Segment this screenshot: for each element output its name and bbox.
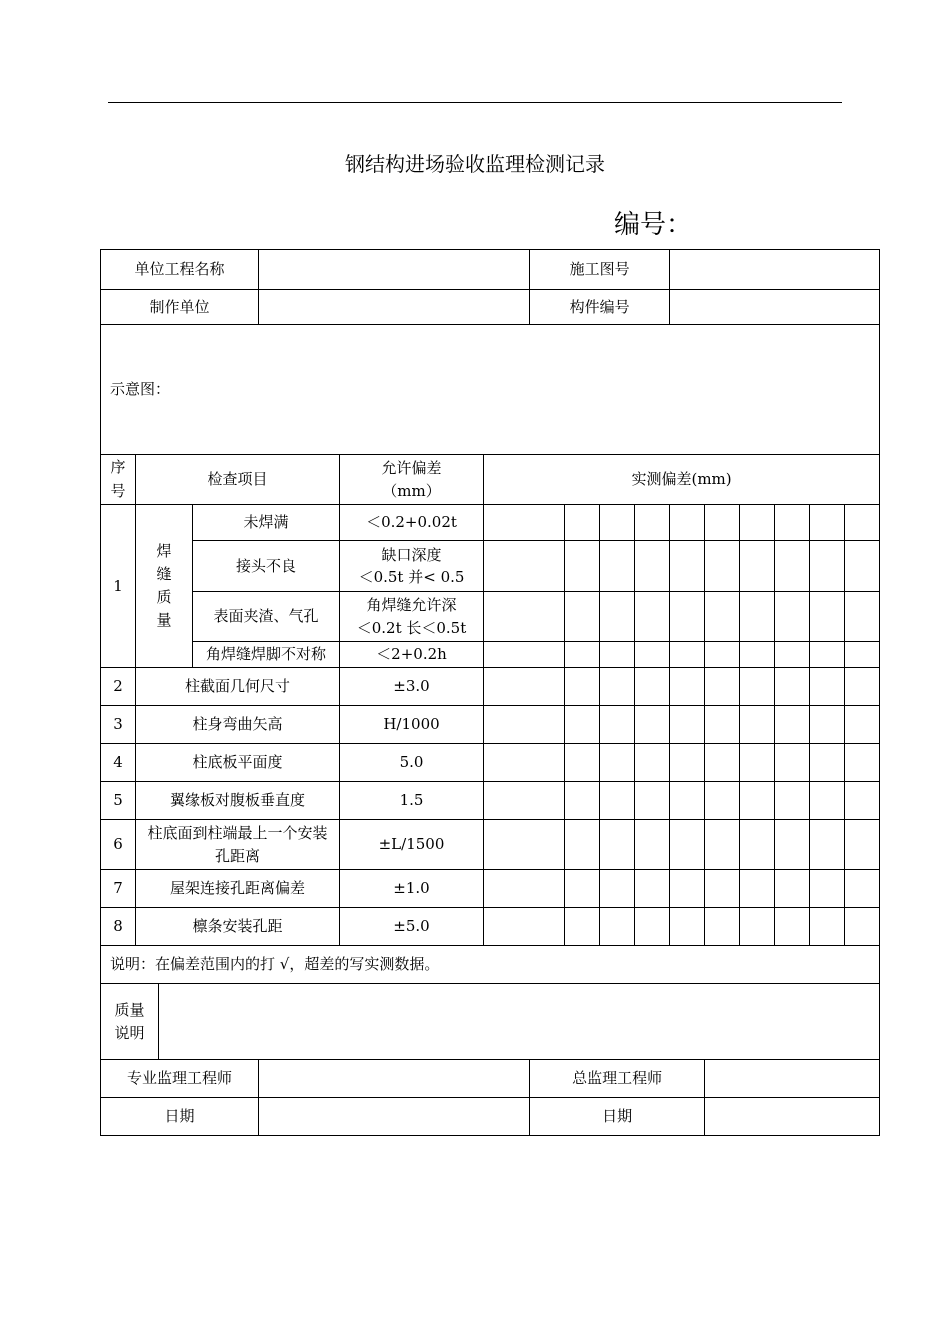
document-number-label: 编号： <box>614 210 693 240</box>
measure-cell[interactable] <box>775 505 810 541</box>
row-tolerance: ±1.0 <box>340 870 484 908</box>
signature-row <box>101 1060 880 1098</box>
measure-cell[interactable] <box>775 706 810 744</box>
row-item: 翼缘板对腹板垂直度 <box>136 782 340 820</box>
measure-cell[interactable] <box>705 505 740 541</box>
row-item: 柱底板平面度 <box>136 744 340 782</box>
measure-cell[interactable] <box>705 541 740 592</box>
measure-cell[interactable] <box>635 744 670 782</box>
measure-cell[interactable] <box>600 642 635 668</box>
measure-cell[interactable] <box>635 706 670 744</box>
measure-cell[interactable] <box>484 782 565 820</box>
measure-cell[interactable] <box>740 820 775 870</box>
seq-header-text: 序号 <box>110 458 126 500</box>
measure-cell[interactable] <box>670 908 705 946</box>
measure-cell[interactable] <box>845 744 880 782</box>
date-label: 日期 <box>530 1098 705 1136</box>
measure-cell[interactable] <box>670 782 705 820</box>
measure-cell[interactable] <box>775 870 810 908</box>
weld-seq: 1 <box>101 505 136 668</box>
row-tolerance: ±3.0 <box>340 668 484 706</box>
measure-cell[interactable] <box>565 782 600 820</box>
weld-item-name: 接头不良 <box>193 541 340 592</box>
measure-cell[interactable] <box>565 505 600 541</box>
measure-cell[interactable] <box>705 782 740 820</box>
row-seq: 6 <box>101 820 136 870</box>
measure-cell[interactable] <box>670 541 705 592</box>
row-seq: 8 <box>101 908 136 946</box>
quality-field[interactable] <box>159 984 880 1060</box>
measure-cell[interactable] <box>484 870 565 908</box>
measure-cell[interactable] <box>775 541 810 592</box>
measure-cell[interactable] <box>670 642 705 668</box>
row-item: 柱底面到柱端最上一个安装孔距离 <box>136 820 340 870</box>
measure-cell[interactable] <box>484 820 565 870</box>
measure-cell[interactable] <box>565 668 600 706</box>
quality-label-text: 质量说明 <box>114 1001 145 1042</box>
row-tolerance: ±5.0 <box>340 908 484 946</box>
measure-cell[interactable] <box>670 870 705 908</box>
weld-row <box>101 642 880 668</box>
measure-cell[interactable] <box>845 782 880 820</box>
measure-cell[interactable] <box>775 908 810 946</box>
row-tolerance: ±L/1500 <box>340 820 484 870</box>
measure-cell[interactable] <box>705 908 740 946</box>
weld-group-label <box>136 505 193 668</box>
inspection-row <box>101 706 880 744</box>
measure-cell[interactable] <box>635 668 670 706</box>
measure-cell[interactable] <box>810 505 845 541</box>
drawing-no-field[interactable] <box>670 250 880 290</box>
measure-cell[interactable] <box>600 870 635 908</box>
row-seq: 4 <box>101 744 136 782</box>
measure-cell[interactable] <box>845 706 880 744</box>
measure-cell[interactable] <box>565 642 600 668</box>
inspection-row <box>101 782 880 820</box>
quality-label <box>101 984 159 1060</box>
measure-cell[interactable] <box>635 782 670 820</box>
drawing-no-label: 施工图号 <box>530 250 670 290</box>
measured-header: 实测偏差(mm) <box>484 455 880 505</box>
inspection-table <box>100 249 880 1136</box>
measure-cell[interactable] <box>705 668 740 706</box>
measure-cell[interactable] <box>565 908 600 946</box>
sketch-area[interactable] <box>101 325 880 455</box>
row-seq: 7 <box>101 870 136 908</box>
chief-date-field[interactable] <box>705 1098 880 1136</box>
measure-cell[interactable] <box>635 820 670 870</box>
weld-tolerance-line2: ＜0.5t 并< 0.5 <box>358 568 465 586</box>
row-seq: 3 <box>101 706 136 744</box>
unit-project-field[interactable] <box>259 250 530 290</box>
seq-header <box>101 455 136 505</box>
measure-cell[interactable] <box>670 820 705 870</box>
measure-cell[interactable] <box>484 541 565 592</box>
measure-cell[interactable] <box>810 820 845 870</box>
inspection-row <box>101 870 880 908</box>
measure-cell[interactable] <box>635 541 670 592</box>
weld-tolerance-line1: 角焊缝允许深 <box>366 596 457 614</box>
maker-row <box>101 290 880 325</box>
note-text: 说明：在偏差范围内的打 √，超差的写实测数据。 <box>101 946 880 984</box>
note-row <box>101 946 880 984</box>
row-tolerance: H/1000 <box>340 706 484 744</box>
measure-cell[interactable] <box>484 505 565 541</box>
chief-label: 总监理工程师 <box>530 1060 705 1098</box>
measure-cell[interactable] <box>635 505 670 541</box>
measure-cell[interactable] <box>484 706 565 744</box>
weld-row <box>101 505 880 541</box>
measure-cell[interactable] <box>740 870 775 908</box>
measure-cell[interactable] <box>635 908 670 946</box>
measure-cell[interactable] <box>775 820 810 870</box>
measure-cell[interactable] <box>600 541 635 592</box>
sketch-row <box>101 325 880 455</box>
measure-cell[interactable] <box>705 642 740 668</box>
weld-item-tolerance <box>340 505 484 541</box>
measure-cell[interactable] <box>705 820 740 870</box>
measure-cell[interactable] <box>484 908 565 946</box>
measure-cell[interactable] <box>600 706 635 744</box>
measure-cell[interactable] <box>705 706 740 744</box>
measure-cell[interactable] <box>565 592 600 642</box>
tolerance-header-line1: 允许偏差 <box>381 459 442 477</box>
quality-row <box>101 984 880 1060</box>
measure-cell[interactable] <box>565 744 600 782</box>
measure-cell[interactable] <box>740 744 775 782</box>
maker-label: 制作单位 <box>101 290 259 325</box>
measure-cell[interactable] <box>740 782 775 820</box>
weld-item-name: 角焊缝焊脚不对称 <box>193 642 340 668</box>
header-rule <box>108 102 842 103</box>
measure-cell[interactable] <box>705 592 740 642</box>
component-no-field[interactable] <box>670 290 880 325</box>
measure-cell[interactable] <box>810 706 845 744</box>
measure-cell[interactable] <box>740 541 775 592</box>
row-item: 檩条安装孔距 <box>136 908 340 946</box>
measure-cell[interactable] <box>845 668 880 706</box>
measure-cell[interactable] <box>775 782 810 820</box>
item-header: 检查项目 <box>136 455 340 505</box>
measure-cell[interactable] <box>635 642 670 668</box>
weld-item-tolerance <box>340 592 484 642</box>
measure-cell[interactable] <box>810 541 845 592</box>
weld-tolerance-line2: ＜0.2t 长＜0.5t <box>356 618 467 637</box>
date-row <box>101 1098 880 1136</box>
measure-cell[interactable] <box>775 642 810 668</box>
date-label: 日期 <box>101 1098 259 1136</box>
engineer-label: 专业监理工程师 <box>101 1060 259 1098</box>
weld-row <box>101 592 880 642</box>
measure-cell[interactable] <box>810 592 845 642</box>
measure-cell[interactable] <box>775 668 810 706</box>
measure-cell[interactable] <box>484 642 565 668</box>
measure-cell[interactable] <box>635 592 670 642</box>
maker-field[interactable] <box>259 290 530 325</box>
measure-cell[interactable] <box>810 668 845 706</box>
row-seq: 2 <box>101 668 136 706</box>
measure-cell[interactable] <box>705 870 740 908</box>
column-header-row <box>101 455 880 505</box>
engineer-signature-field[interactable] <box>259 1060 530 1098</box>
row-tolerance: 1.5 <box>340 782 484 820</box>
measure-cell[interactable] <box>740 505 775 541</box>
measure-cell[interactable] <box>565 870 600 908</box>
measure-cell[interactable] <box>740 706 775 744</box>
unit-project-label: 单位工程名称 <box>101 250 259 290</box>
measure-cell[interactable] <box>775 592 810 642</box>
measure-cell[interactable] <box>845 642 880 668</box>
measure-cell[interactable] <box>670 668 705 706</box>
measure-cell[interactable] <box>600 592 635 642</box>
measure-cell[interactable] <box>600 744 635 782</box>
inspection-row <box>101 668 880 706</box>
measure-cell[interactable] <box>845 541 880 592</box>
measure-cell[interactable] <box>565 541 600 592</box>
measure-cell[interactable] <box>810 782 845 820</box>
measure-cell[interactable] <box>484 668 565 706</box>
measure-cell[interactable] <box>740 908 775 946</box>
measure-cell[interactable] <box>670 505 705 541</box>
row-item: 屋架连接孔距离偏差 <box>136 870 340 908</box>
inspection-row <box>101 908 880 946</box>
engineer-date-field[interactable] <box>259 1098 530 1136</box>
measure-cell[interactable] <box>670 706 705 744</box>
measure-cell[interactable] <box>740 642 775 668</box>
measure-cell[interactable] <box>670 592 705 642</box>
measure-cell[interactable] <box>740 668 775 706</box>
row-tolerance: 5.0 <box>340 744 484 782</box>
inspection-row <box>101 820 880 870</box>
measure-cell[interactable] <box>775 744 810 782</box>
measure-cell[interactable] <box>845 592 880 642</box>
measure-cell[interactable] <box>600 820 635 870</box>
weld-group-text: 焊缝质量 <box>156 541 172 630</box>
measure-cell[interactable] <box>845 908 880 946</box>
weld-tolerance-line1: 缺口深度 <box>381 545 442 564</box>
weld-tolerance-line1: ＜2+0.2h <box>376 645 447 664</box>
measure-cell[interactable] <box>484 744 565 782</box>
page-title: 钢结构进场验收监理检测记录 <box>345 152 605 176</box>
measure-cell[interactable] <box>670 744 705 782</box>
measure-cell[interactable] <box>600 782 635 820</box>
unit-project-row <box>101 250 880 290</box>
measure-cell[interactable] <box>845 820 880 870</box>
measure-cell[interactable] <box>565 820 600 870</box>
measure-cell[interactable] <box>810 870 845 908</box>
measure-cell[interactable] <box>810 744 845 782</box>
measure-cell[interactable] <box>845 870 880 908</box>
measure-cell[interactable] <box>600 908 635 946</box>
measure-cell[interactable] <box>635 870 670 908</box>
measure-cell[interactable] <box>705 744 740 782</box>
row-seq: 5 <box>101 782 136 820</box>
measure-cell[interactable] <box>810 908 845 946</box>
weld-item-name: 未焊满 <box>193 505 340 541</box>
weld-row <box>101 541 880 592</box>
weld-item-tolerance <box>340 642 484 668</box>
chief-signature-field[interactable] <box>705 1060 880 1098</box>
measure-cell[interactable] <box>600 505 635 541</box>
weld-tolerance-line1: ＜0.2+0.02t <box>366 513 457 532</box>
weld-item-tolerance <box>340 541 484 592</box>
measure-cell[interactable] <box>845 505 880 541</box>
tolerance-header-line2: （mm） <box>382 481 441 500</box>
tolerance-header <box>340 455 484 505</box>
measure-cell[interactable] <box>810 642 845 668</box>
component-no-label: 构件编号 <box>530 290 670 325</box>
weld-item-name: 表面夹渣、气孔 <box>193 592 340 642</box>
measure-cell[interactable] <box>565 706 600 744</box>
sketch-label: 示意图： <box>110 380 171 399</box>
measure-cell[interactable] <box>600 668 635 706</box>
row-item: 柱截面几何尺寸 <box>136 668 340 706</box>
row-item: 柱身弯曲矢高 <box>136 706 340 744</box>
inspection-row <box>101 744 880 782</box>
measure-cell[interactable] <box>484 592 565 642</box>
measure-cell[interactable] <box>740 592 775 642</box>
